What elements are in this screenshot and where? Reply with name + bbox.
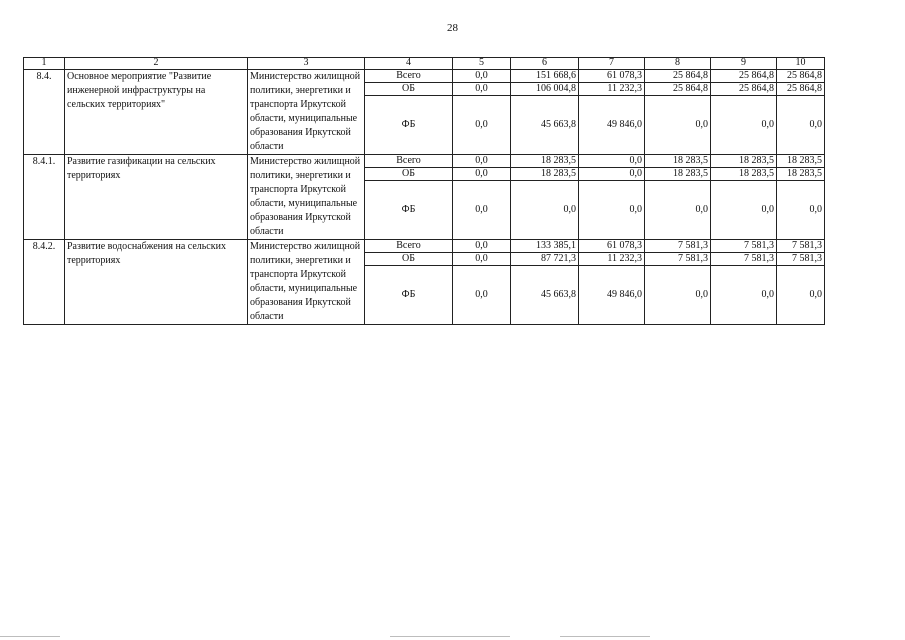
cell-value: 0,0 <box>453 96 511 155</box>
cell-value: 0,0 <box>511 181 579 240</box>
row-code: 8.4.1. <box>24 155 65 240</box>
cell-value: 0,0 <box>645 266 711 325</box>
cell-value: 0,0 <box>711 181 777 240</box>
cell-value: 133 385,1 <box>511 240 579 253</box>
cell-value: 0,0 <box>453 168 511 181</box>
cell-value: 18 283,5 <box>511 155 579 168</box>
row-executor: Министерство жилищной политики, энергетики и транспорта Иркутской области, муниципальные образования Иркутской области <box>248 240 365 325</box>
cell-value: 61 078,3 <box>579 240 645 253</box>
cell-value: 7 581,3 <box>645 253 711 266</box>
row-name: Развитие водоснабжения на сельских территориях <box>65 240 248 325</box>
cell-value: 61 078,3 <box>579 70 645 83</box>
column-header: 2 <box>65 58 248 70</box>
cell-value: 25 864,8 <box>711 83 777 96</box>
cell-value: 0,0 <box>711 96 777 155</box>
cell-value: 7 581,3 <box>777 240 825 253</box>
cell-value: 151 668,6 <box>511 70 579 83</box>
scan-artifact <box>390 636 510 637</box>
cell-value: 106 004,8 <box>511 83 579 96</box>
row-executor: Министерство жилищной политики, энергетики и транспорта Иркутской области, муниципальные образования Иркутской области <box>248 155 365 240</box>
column-header: 3 <box>248 58 365 70</box>
cell-value: 0,0 <box>777 266 825 325</box>
funding-source: ОБ <box>365 253 453 266</box>
cell-value: 25 864,8 <box>777 83 825 96</box>
funding-source: ОБ <box>365 83 453 96</box>
cell-value: 0,0 <box>645 96 711 155</box>
scan-artifact <box>0 636 60 637</box>
cell-value: 25 864,8 <box>711 70 777 83</box>
cell-value: 87 721,3 <box>511 253 579 266</box>
cell-value: 0,0 <box>453 266 511 325</box>
cell-value: 45 663,8 <box>511 266 579 325</box>
cell-value: 0,0 <box>453 181 511 240</box>
cell-value: 18 283,5 <box>645 168 711 181</box>
cell-value: 0,0 <box>453 253 511 266</box>
cell-value: 18 283,5 <box>777 155 825 168</box>
column-header: 9 <box>711 58 777 70</box>
cell-value: 0,0 <box>777 96 825 155</box>
column-header-row <box>24 58 825 70</box>
row-executor: Министерство жилищной политики, энергетики и транспорта Иркутской области, муниципальные образования Иркутской области <box>248 70 365 155</box>
column-header: 1 <box>24 58 65 70</box>
cell-value: 45 663,8 <box>511 96 579 155</box>
column-header: 5 <box>453 58 511 70</box>
cell-value: 0,0 <box>579 168 645 181</box>
column-header: 8 <box>645 58 711 70</box>
cell-value: 0,0 <box>711 266 777 325</box>
funding-source: ФБ <box>365 181 453 240</box>
funding-source: Всего <box>365 240 453 253</box>
cell-value: 11 232,3 <box>579 253 645 266</box>
column-header: 6 <box>511 58 579 70</box>
row-code: 8.4.2. <box>24 240 65 325</box>
cell-value: 0,0 <box>579 155 645 168</box>
cell-value: 7 581,3 <box>777 253 825 266</box>
row-name: Основное мероприятие "Развитие инженерной инфраструктуры на сельских территориях" <box>65 70 248 155</box>
cell-value: 0,0 <box>453 240 511 253</box>
cell-value: 25 864,8 <box>645 70 711 83</box>
cell-value: 25 864,8 <box>777 70 825 83</box>
cell-value: 49 846,0 <box>579 266 645 325</box>
cell-value: 18 283,5 <box>511 168 579 181</box>
row-name: Развитие газификации на сельских территориях <box>65 155 248 240</box>
funding-source: Всего <box>365 70 453 83</box>
funding-source: ОБ <box>365 168 453 181</box>
cell-value: 0,0 <box>579 181 645 240</box>
row-code: 8.4. <box>24 70 65 155</box>
cell-value: 0,0 <box>777 181 825 240</box>
funding-source: ФБ <box>365 266 453 325</box>
cell-value: 0,0 <box>453 155 511 168</box>
funding-source: ФБ <box>365 96 453 155</box>
column-header: 4 <box>365 58 453 70</box>
cell-value: 7 581,3 <box>645 240 711 253</box>
table-row <box>24 155 825 168</box>
cell-value: 0,0 <box>453 70 511 83</box>
table-row <box>24 70 825 83</box>
cell-value: 7 581,3 <box>711 240 777 253</box>
cell-value: 18 283,5 <box>711 155 777 168</box>
cell-value: 25 864,8 <box>645 83 711 96</box>
scan-artifact <box>560 636 650 637</box>
cell-value: 18 283,5 <box>711 168 777 181</box>
cell-value: 0,0 <box>645 181 711 240</box>
cell-value: 18 283,5 <box>645 155 711 168</box>
funding-source: Всего <box>365 155 453 168</box>
cell-value: 0,0 <box>453 83 511 96</box>
page-number: 28 <box>447 22 458 34</box>
column-header: 7 <box>579 58 645 70</box>
budget-table <box>23 57 825 325</box>
cell-value: 11 232,3 <box>579 83 645 96</box>
cell-value: 7 581,3 <box>711 253 777 266</box>
cell-value: 18 283,5 <box>777 168 825 181</box>
cell-value: 49 846,0 <box>579 96 645 155</box>
table-row <box>24 240 825 253</box>
column-header: 10 <box>777 58 825 70</box>
